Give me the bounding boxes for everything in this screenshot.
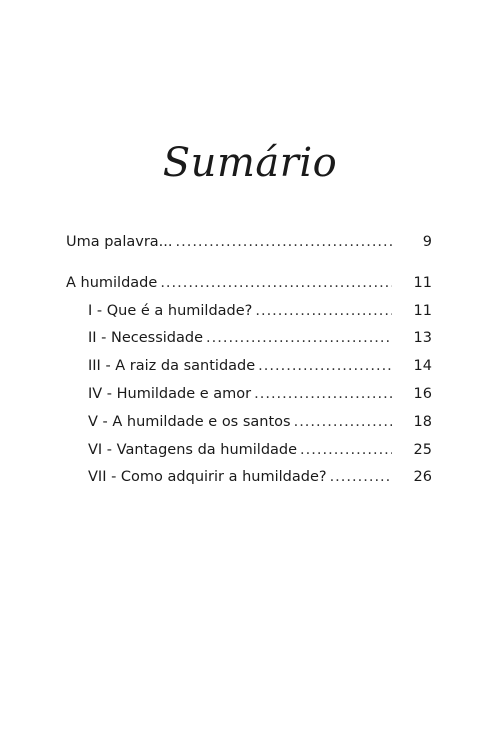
page-title: Sumário bbox=[162, 140, 338, 186]
toc-entry-label: VI - Vantagens da humildade bbox=[88, 441, 298, 458]
toc-entry-page: 25 bbox=[413, 441, 432, 458]
dot-leader bbox=[160, 270, 392, 298]
dot-leader bbox=[206, 325, 392, 353]
dot-leader bbox=[176, 229, 393, 257]
dot-leader bbox=[255, 298, 392, 326]
toc-entry-chapter-2[interactable] bbox=[66, 325, 432, 353]
toc-entry-label: V - A humildade e os santos bbox=[88, 413, 291, 430]
toc-entry-page: 11 bbox=[413, 302, 432, 319]
toc-entry-chapter-6[interactable] bbox=[66, 437, 432, 465]
toc-entry-label: I - Que é a humildade? bbox=[88, 302, 253, 319]
toc-entry-chapter-1[interactable] bbox=[66, 298, 432, 326]
dot-leader bbox=[300, 437, 392, 465]
toc-entry-page: 11 bbox=[413, 274, 432, 291]
toc-entry-label: Uma palavra... bbox=[66, 234, 173, 250]
table-of-contents bbox=[66, 229, 432, 492]
toc-entry-chapter-7[interactable] bbox=[66, 464, 432, 492]
toc-entry-label: IV - Humildade e amor bbox=[88, 385, 252, 402]
toc-entry-label: VII - Como adquirir a humildade? bbox=[88, 469, 327, 486]
toc-entry-page: 9 bbox=[422, 234, 432, 250]
dot-leader bbox=[294, 409, 392, 437]
dot-leader bbox=[330, 464, 392, 492]
toc-entry-chapter-4[interactable] bbox=[66, 381, 432, 409]
toc-entry-label: III - A raiz da santidade bbox=[88, 358, 256, 375]
toc-entry-chapter-3[interactable] bbox=[66, 353, 432, 381]
toc-entry-a-humildade[interactable] bbox=[66, 270, 432, 298]
toc-entry-page: 26 bbox=[413, 469, 432, 486]
toc-entry-page: 16 bbox=[413, 385, 432, 402]
dot-leader bbox=[254, 381, 392, 409]
toc-entry-page: 18 bbox=[413, 413, 432, 430]
dot-leader bbox=[258, 353, 392, 381]
toc-entry-page: 13 bbox=[413, 330, 432, 347]
toc-entry-uma-palavra[interactable] bbox=[66, 229, 432, 257]
toc-entry-page: 14 bbox=[413, 358, 432, 375]
toc-entry-label: A humildade bbox=[66, 274, 158, 291]
toc-entry-chapter-5[interactable] bbox=[66, 409, 432, 437]
toc-entry-label: II - Necessidade bbox=[88, 330, 204, 347]
